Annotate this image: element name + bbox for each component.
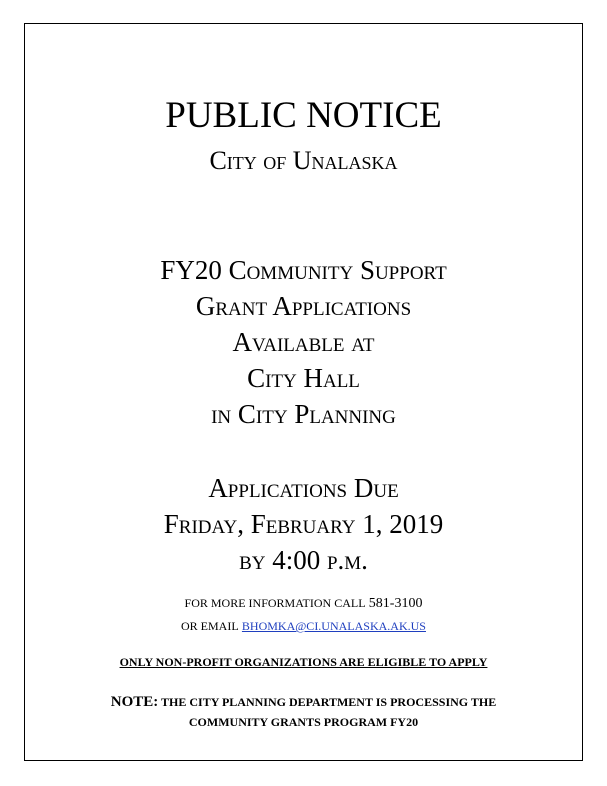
- grant-line: Available at: [232, 327, 375, 357]
- phone-number: 581-3100: [368, 596, 423, 611]
- contact-info: [0, 592, 607, 637]
- notice-title: PUBLIC NOTICE: [165, 95, 442, 136]
- email-link[interactable]: BHOMKA@CI.UNALASKA.AK.US: [241, 619, 426, 633]
- grant-line: in City Planning: [211, 399, 396, 429]
- due-line: Friday, February 1, 2019: [163, 509, 444, 539]
- call-text: FOR MORE INFORMATION CALL: [184, 596, 366, 610]
- eligibility-notice: ONLY NON-PROFIT ORGANIZATIONS ARE ELIGIBLE TO APPLY: [119, 655, 488, 669]
- grant-line: Grant Applications: [195, 291, 412, 321]
- grant-announcement: [0, 252, 607, 432]
- note-lead: NOTE:: [110, 694, 159, 710]
- due-line: Applications Due: [208, 473, 399, 503]
- city-name: City of Unalaska: [209, 146, 398, 175]
- processing-note: [0, 692, 607, 732]
- note-line-1: THE CITY PLANNING DEPARTMENT IS PROCESSING THE: [161, 695, 497, 709]
- due-date-block: [0, 470, 607, 578]
- due-line: by 4:00 p.m.: [239, 545, 368, 575]
- email-text: OR EMAIL: [181, 619, 239, 633]
- grant-line: FY20 Community Support: [160, 255, 447, 285]
- note-line-2: COMMUNITY GRANTS PROGRAM FY20: [188, 715, 419, 729]
- grant-line: City Hall: [247, 363, 360, 393]
